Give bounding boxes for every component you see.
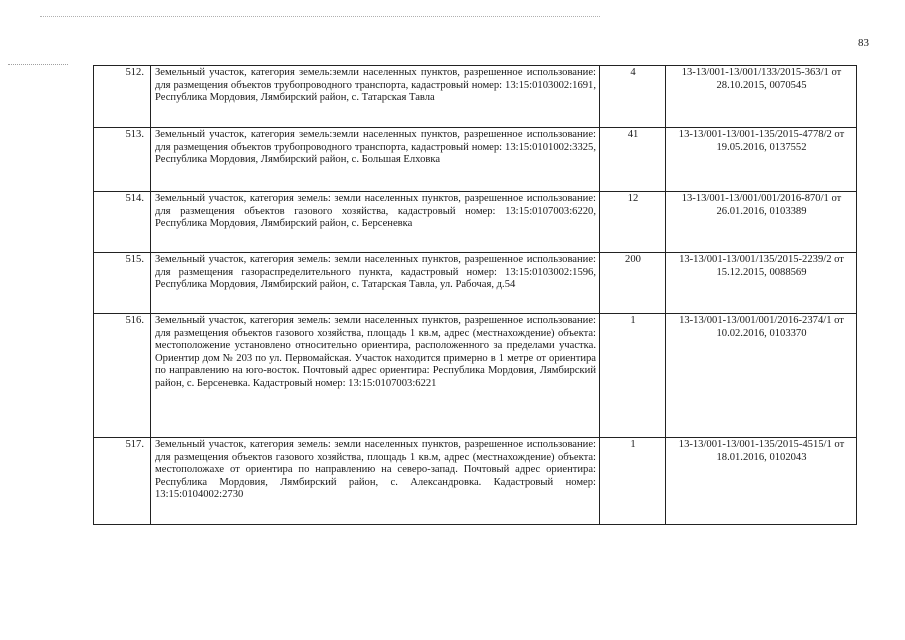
page-number: 83 xyxy=(858,37,869,49)
table-row xyxy=(94,66,857,128)
registration-record: 13-13/001-13/001/001/2016-2374/1 от 10.02.2016, 0103370 xyxy=(666,314,857,438)
property-registry-table xyxy=(93,65,857,525)
row-number: 513. xyxy=(94,128,151,192)
area-value: 1 xyxy=(600,438,666,525)
area-value: 200 xyxy=(600,253,666,314)
property-description: Земельный участок, категория земель: земли населенных пунктов, разрешенное использование: для размещения объектов газового хозяйства, кадастровый номер: 13:15:0107003:6220, Республика Мордовия, Лямбирский район, с. Берсеневка xyxy=(151,192,600,253)
table-row xyxy=(94,314,857,438)
row-number: 516. xyxy=(94,314,151,438)
table-row xyxy=(94,128,857,192)
property-description: Земельный участок, категория земель:земли населенных пунктов, разрешенное использование: для размещения объектов трубопроводного транспорта, кадастровый номер: 13:15:0101002:3325, Республика Мордовия, Лямбирский район, с. Большая Елховка xyxy=(151,128,600,192)
row-number: 517. xyxy=(94,438,151,525)
area-value: 1 xyxy=(600,314,666,438)
property-description: Земельный участок, категория земель: земли населенных пунктов, разрешенное использование: для размещения объектов газового хозяйства, площадь 1 кв.м, адрес (местнахождение) объекта: местоположахе от ориентира по направлению на северо-запад. Почтовый адрес ориентира: Республика Мордовия, Лямбирский район, с. Александровка. Кадастровый номер: 13:15:0104002:2730 xyxy=(151,438,600,525)
row-number: 514. xyxy=(94,192,151,253)
scan-artifact xyxy=(40,16,600,19)
registration-record: 13-13/001-13/001/133/2015-363/1 от 28.10.2015, 0070545 xyxy=(666,66,857,128)
table-row xyxy=(94,192,857,253)
registration-record: 13-13/001-13/001/001/2016-870/1 от 26.01.2016, 0103389 xyxy=(666,192,857,253)
table-row xyxy=(94,253,857,314)
registration-record: 13-13/001-13/001-135/2015-4515/1 от 18.01.2016, 0102043 xyxy=(666,438,857,525)
property-description: Земельный участок, категория земель: земли населенных пунктов, разрешенное использование: для размещения газораспределительного пункта, кадастровый номер: 13:15:0103002:1596, Республика Мордовия, Лямбирский район, с. Татарская Тавла, ул. Рабочая, д.54 xyxy=(151,253,600,314)
scan-artifact xyxy=(8,64,68,67)
property-description: Земельный участок, категория земель:земли населенных пунктов, разрешенное использование: для размещения объектов трубопроводного транспорта, кадастровый номер: 13:15:0103002:1691, Республика Мордовия, Лямбирский район, с. Татарская Тавла xyxy=(151,66,600,128)
row-number: 512. xyxy=(94,66,151,128)
area-value: 41 xyxy=(600,128,666,192)
table-row xyxy=(94,438,857,525)
registration-record: 13-13/001-13/001/135/2015-2239/2 от 15.12.2015, 0088569 xyxy=(666,253,857,314)
property-description: Земельный участок, категория земель: земли населенных пунктов, разрешенное использование: для размещения объектов газового хозяйства, площадь 1 кв.м, адрес (местнахождение) объекта: местоположение установлено относительно ориентира, расположенного за пределами участка. Ориентир дом № 203 по ул. Первомайская. Участок находится примерно в 1 метре от ориентира по направлению на юго-восток. Почтовый адрес ориентира: Республика Мордовия, Лямбирский район, с. Берсеневка. Кадастровый номер: 13:15:0107003:6221 xyxy=(151,314,600,438)
registration-record: 13-13/001-13/001-135/2015-4778/2 от 19.05.2016, 0137552 xyxy=(666,128,857,192)
area-value: 4 xyxy=(600,66,666,128)
row-number: 515. xyxy=(94,253,151,314)
area-value: 12 xyxy=(600,192,666,253)
